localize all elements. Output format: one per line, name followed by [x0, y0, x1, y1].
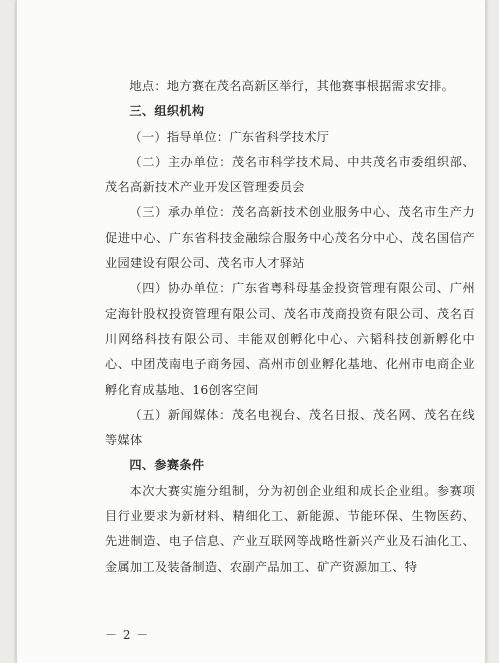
paragraph-news-media: （五）新闻媒体：茂名电视台、茂名日报、茂名网、茂名在线等媒体 — [105, 407, 475, 448]
paragraph-organizer-units: （三）承办单位：茂名高新技术创业服务中心、茂名市生产力促进中心、广东省科技金融综合服务中心茂名分中心、茂名国信产业园建设有限公司、茂名市人才驿站 — [105, 205, 475, 271]
document-body — [105, 74, 475, 580]
section-heading-eligibility: 四、参赛条件 — [129, 458, 205, 473]
page-number: － 2 － — [105, 628, 150, 642]
paragraph-co-organizer-units: （四）协办单位：广东省粤科母基金投资管理有限公司、广州定海针股权投资管理有限公司、茂名市茂商投资有限公司、茂名百川网络科技有限公司、丰能双创孵化中心、六韬科技创新孵化中心、中团茂南电子商务园、高州市创业孵化基地、化州市电商企业孵化育成基地、16创客空间 — [105, 281, 475, 397]
section-heading-organization: 三、组织机构 — [129, 104, 205, 119]
paragraph-location: 地点：地方赛在茂名高新区举行，其他赛事根据需求安排。 — [129, 79, 455, 93]
paragraph-guiding-unit: （一）指导单位：广东省科学技术厅 — [129, 129, 330, 144]
paragraph-host-units: （二）主办单位：茂名市科学技术局、中共茂名市委组织部、茂名高新技术产业开发区管理委员会 — [105, 154, 475, 195]
paragraph-eligibility: 本次大赛实施分组制，分为初创企业组和成长企业组。参赛项目行业要求为新材料、精细化工、新能源、节能环保、生物医药、先进制造、电子信息、产业互联网等战略性新兴产业及石油化工、金属加工及装备制造、农副产品加工、矿产资源加工、特 — [105, 483, 475, 574]
document-page — [16, 0, 486, 663]
